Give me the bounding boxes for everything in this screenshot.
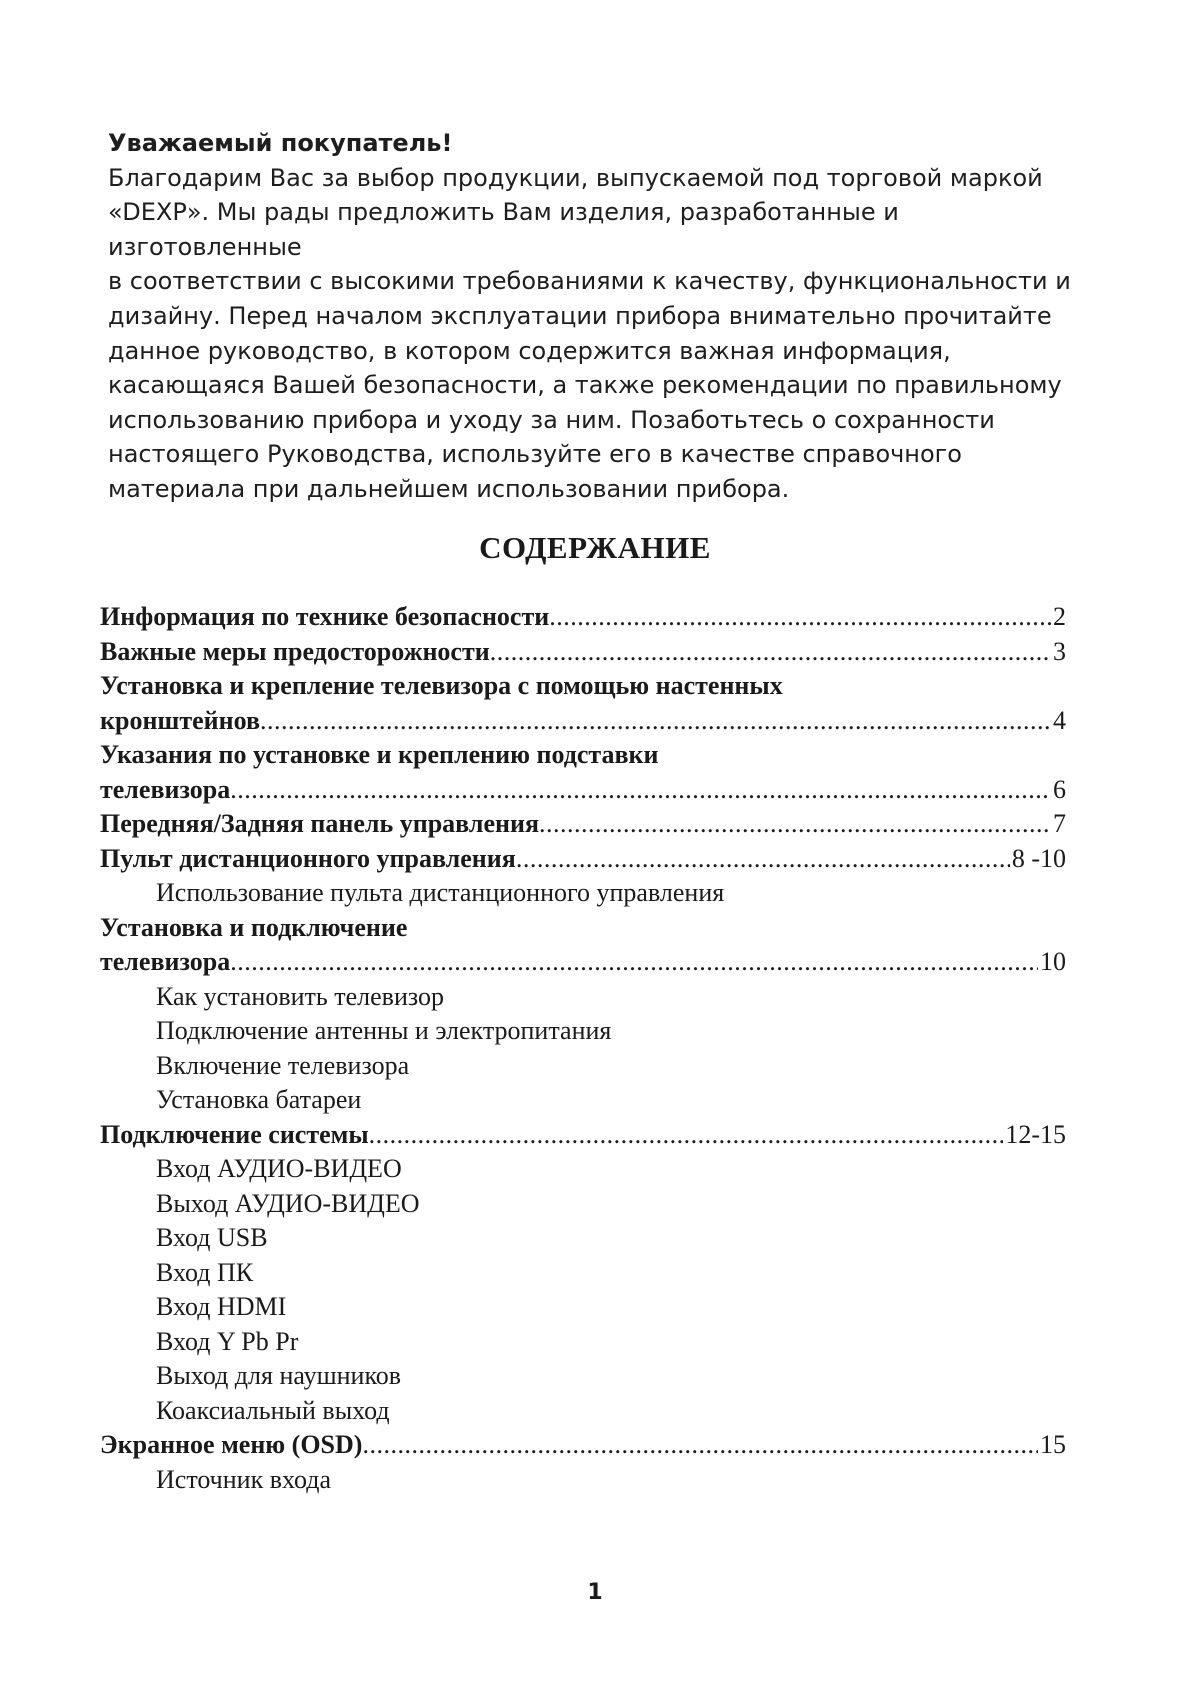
toc-subentry[interactable]: Вход USB xyxy=(156,1223,268,1252)
toc-leader-dots xyxy=(549,600,1051,635)
toc-entry-title: кронштейнов xyxy=(100,705,261,735)
toc-entry-title: Важные меры предосторожности xyxy=(100,636,490,666)
toc-leader-dots xyxy=(516,842,1010,877)
toc-subentry[interactable]: Источник входа xyxy=(156,1464,332,1494)
toc-subentry[interactable]: Выход АУДИО-ВИДЕО xyxy=(156,1188,420,1218)
toc-subentry[interactable]: Вход АУДИО-ВИДЕО xyxy=(156,1154,402,1183)
intro-line: материала при дальнейшем использовании прибора. xyxy=(108,474,790,503)
toc-entry-page: 3 xyxy=(1053,636,1066,666)
toc-entry-page: 10 xyxy=(1040,947,1066,976)
toc-entry-title: Передняя/Задняя панель управления xyxy=(100,809,540,838)
toc-entry[interactable] xyxy=(100,1118,1066,1153)
toc-leader-dots xyxy=(369,1118,1004,1153)
toc-entry[interactable] xyxy=(100,773,1066,808)
intro-line: настоящего Руководства, используйте его в качестве справочного xyxy=(108,440,962,469)
toc-leader-dots xyxy=(230,773,1051,808)
toc-entry-title: Экранное меню (OSD) xyxy=(100,1430,363,1459)
toc-subentry[interactable]: Вход ПК xyxy=(156,1257,254,1287)
intro-line: «DEXP». Мы рады предложить Вам изделия, разработанные и изготовленные xyxy=(108,198,899,261)
toc-entry-page: 4 xyxy=(1053,705,1066,735)
toc-entry-page: 12-15 xyxy=(1005,1119,1066,1149)
toc-subentry[interactable]: Как установить телевизор xyxy=(156,981,444,1011)
toc-entry-page: 6 xyxy=(1053,774,1066,804)
page-number: 1 xyxy=(587,1580,603,1605)
toc-subentry[interactable]: Подключение антенны и электропитания xyxy=(156,1016,612,1045)
intro-line: Благодарим Вас за выбор продукции, выпускаемой под торговой маркой xyxy=(108,163,1043,192)
toc-entry[interactable] xyxy=(100,807,1066,842)
toc-subentry[interactable]: Использование пульта дистанционного управления xyxy=(156,878,725,907)
toc-leader-dots xyxy=(490,635,1051,670)
toc-entry-title-line[interactable]: Установка и подключение xyxy=(100,912,408,942)
toc-entry-title: телевизора xyxy=(100,774,231,804)
table-of-contents xyxy=(100,600,1066,1497)
intro-line: дизайну. Перед началом эксплуатации прибора внимательно прочитайте xyxy=(108,301,1052,330)
toc-title: СОДЕРЖАНИЕ xyxy=(479,530,711,565)
toc-entry-page: 15 xyxy=(1040,1430,1066,1459)
toc-entry-title-line[interactable]: Указания по установке и креплению подставки xyxy=(100,740,659,769)
toc-entry-page: 7 xyxy=(1053,809,1066,838)
intro-line: данное руководство, в котором содержится важная информация, xyxy=(108,336,951,365)
intro-line: использованию прибора и уходу за ним. Позаботьтесь о сохранности xyxy=(108,405,995,434)
intro-section xyxy=(108,126,1088,507)
toc-entry-title: Информация по технике безопасности xyxy=(100,602,550,631)
toc-entry-page: 2 xyxy=(1053,602,1066,631)
toc-entry-title: Пульт дистанционного управления xyxy=(100,843,516,873)
toc-leader-dots xyxy=(362,1428,1038,1463)
toc-entry-title: телевизора xyxy=(100,947,231,976)
toc-subentry[interactable]: Коаксиальный выход xyxy=(156,1395,390,1425)
toc-entry[interactable] xyxy=(100,600,1066,635)
toc-entry[interactable] xyxy=(100,704,1066,739)
toc-entry[interactable] xyxy=(100,945,1066,980)
toc-subentry[interactable]: Включение телевизора xyxy=(156,1050,410,1080)
intro-line: касающаяся Вашей безопасности, а также рекомендации по правильному xyxy=(108,371,1062,400)
toc-subentry[interactable]: Выход для наушников xyxy=(156,1361,402,1390)
toc-leader-dots xyxy=(260,704,1051,739)
toc-leader-dots xyxy=(230,945,1038,980)
toc-leader-dots xyxy=(539,807,1051,842)
toc-entry[interactable] xyxy=(100,1428,1066,1463)
toc-entry-title: Подключение системы xyxy=(100,1119,369,1149)
toc-subentry[interactable]: Вход Y Pb Pr xyxy=(156,1326,299,1356)
toc-entry[interactable] xyxy=(100,635,1066,670)
toc-entry-page: 8 -10 xyxy=(1011,843,1066,873)
greeting: Уважаемый покупатель! xyxy=(108,129,453,157)
intro-line: в соответствии с высокими требованиями к качеству, функциональности и xyxy=(108,267,1071,296)
toc-subentry[interactable]: Вход HDMI xyxy=(156,1292,287,1321)
toc-entry[interactable] xyxy=(100,842,1066,877)
toc-entry-title-line[interactable]: Установка и крепление телевизора с помощью настенных xyxy=(100,671,783,700)
toc-subentry[interactable]: Установка батареи xyxy=(156,1085,362,1114)
